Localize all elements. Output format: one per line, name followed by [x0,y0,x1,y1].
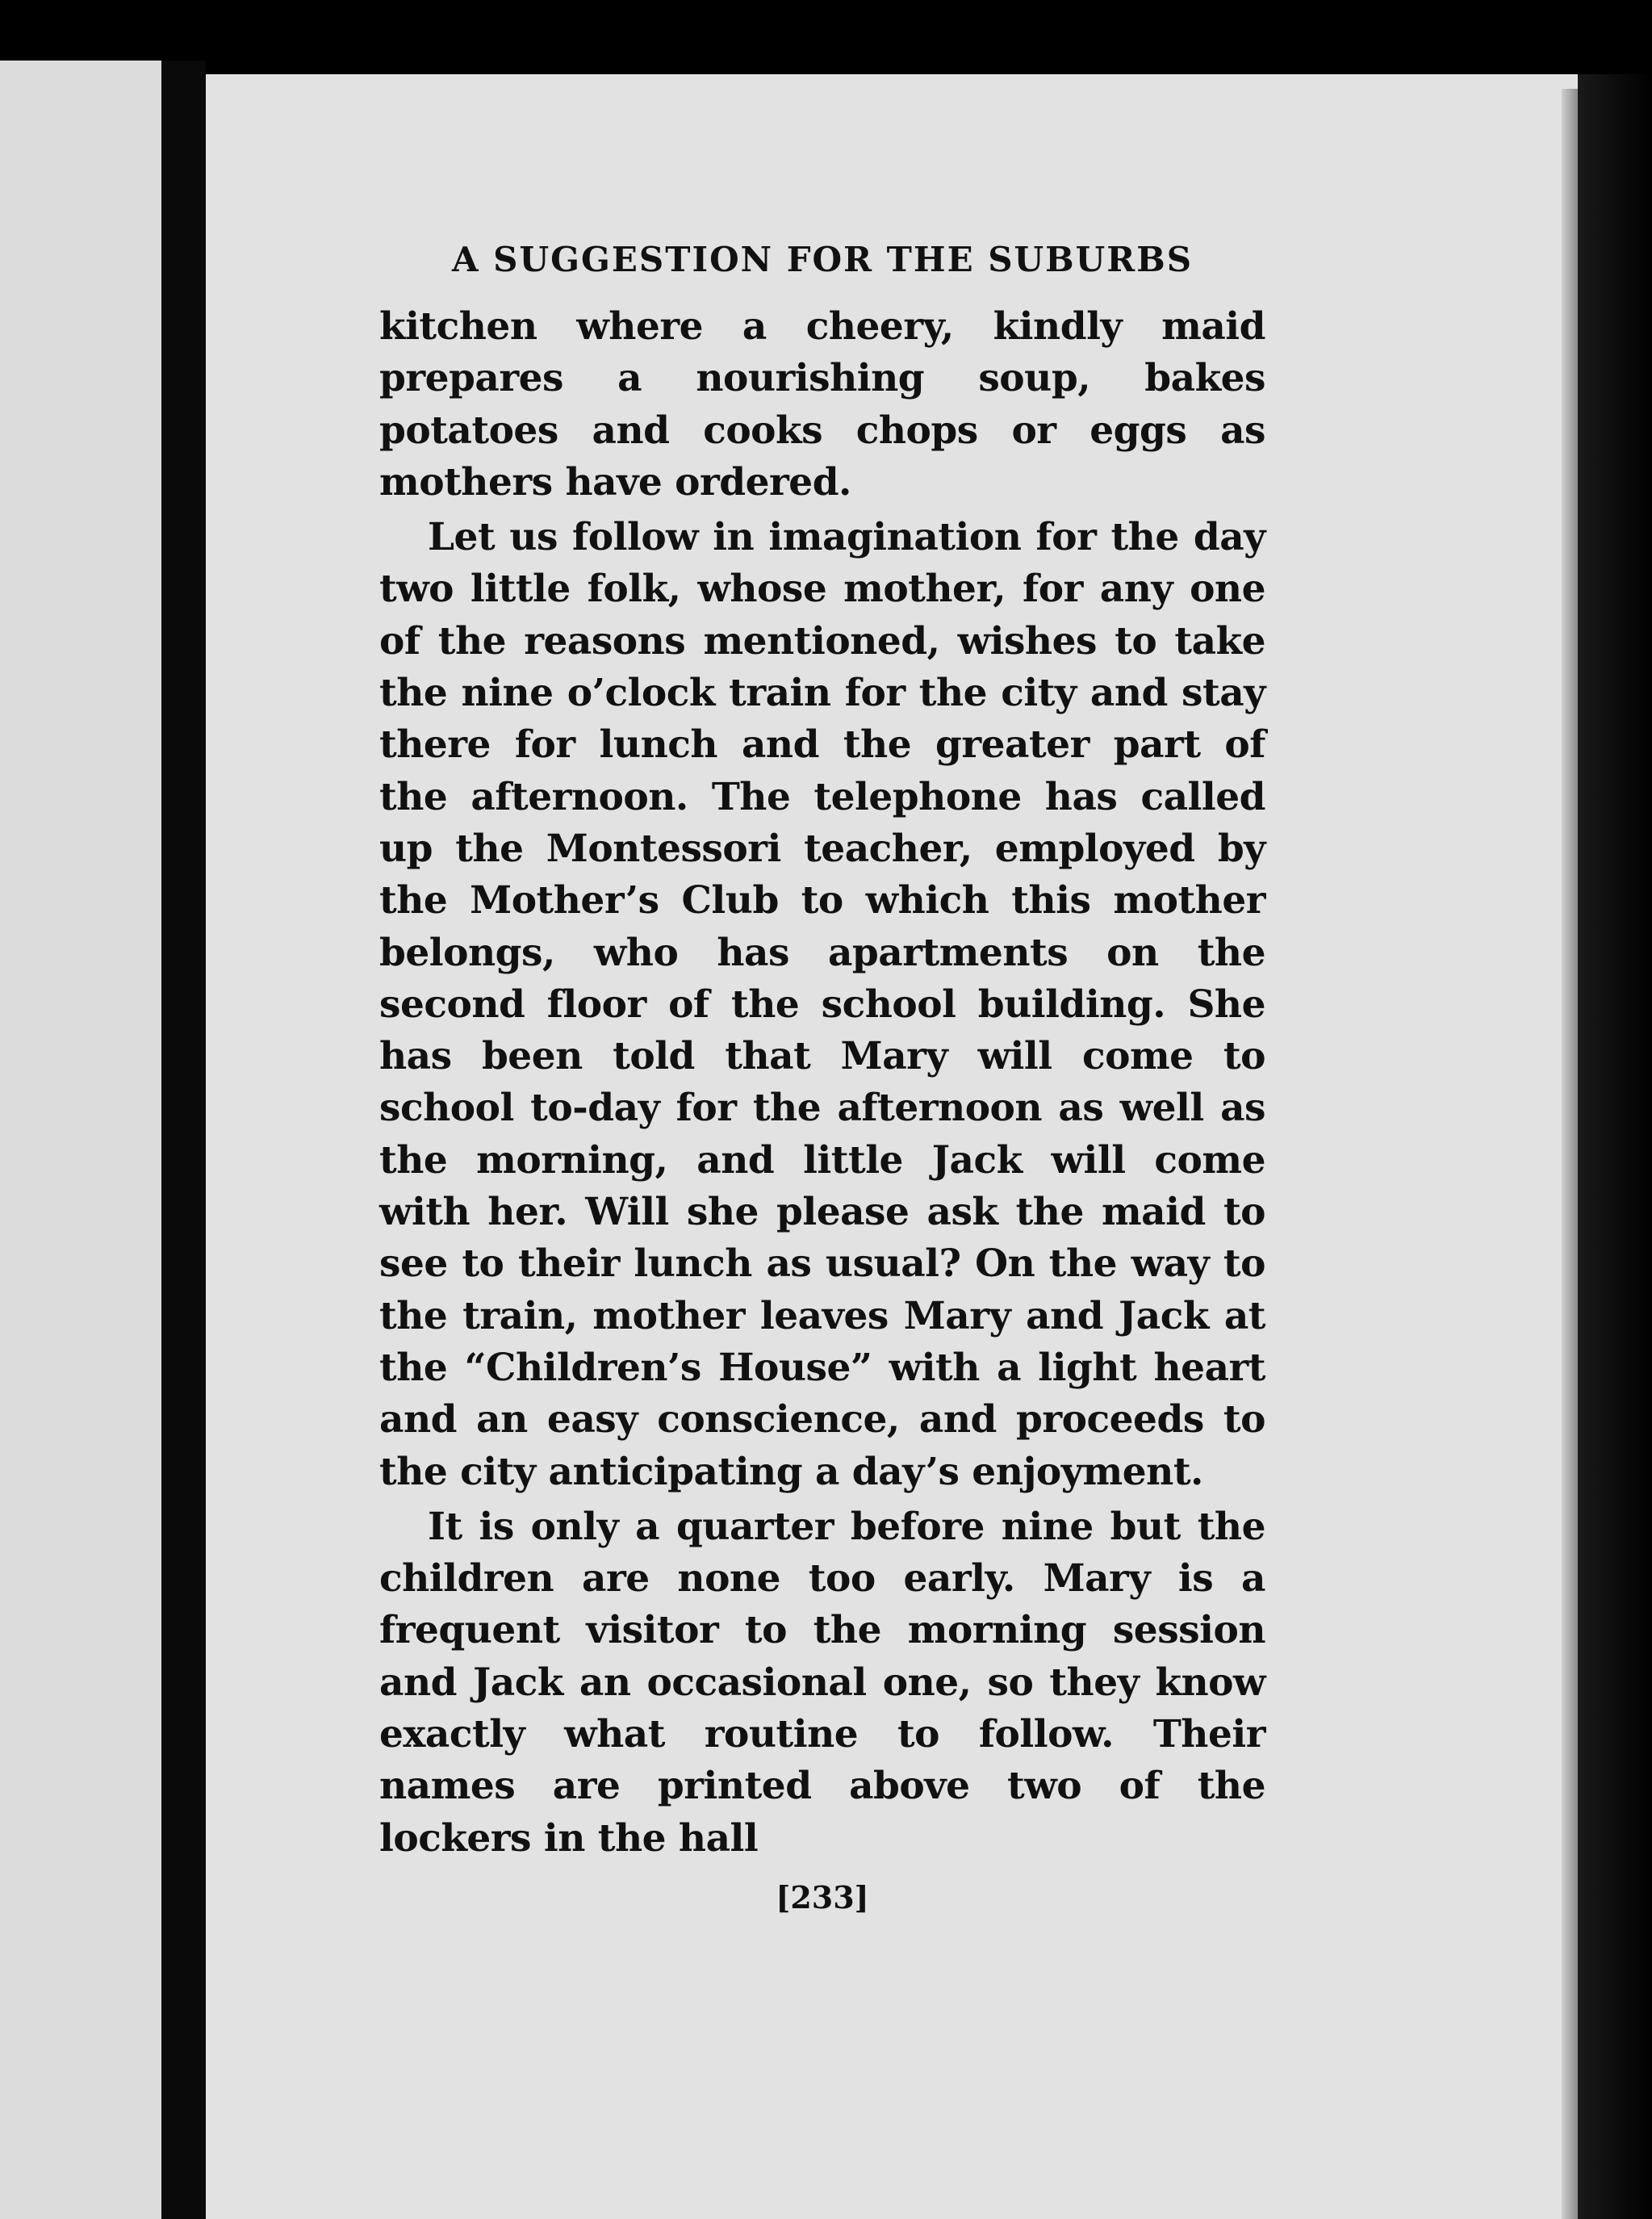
paragraph: Let us follow in imagination for the day two little folk, whose mother, for any one of the reasons mentioned, wishes to take the nine o’clock train for the city and stay there for lunch and the greater part of the afternoon. The telephone has called up the Montessori teacher, employed by the Mother’s Club to which this mother belongs, who has apartments on the second floor of the school building. She has been told that Mary will come to school to-day for the afternoon as well as the morning, and little Jack will come with her. Will she please ask the maid to see to their lunch as usual? On the way to the train, mother leaves Mary and Jack at the “Children’s House” with a light heart and an easy conscience, and proceeds to the city anticipating a day’s enjoyment. [379,515,1265,1494]
paragraph-continued: kitchen where a cheery, kindly maid prepares a nourishing soup, bakes potatoes and cooks chops or eggs as mothers have ordered. [379,304,1265,505]
paragraph: It is only a quarter before nine but the children are none too early. Mary is a frequent visitor to the morning session and Jack an occasional one, so they know exactly what routine to follow. Their names are printed above two of the lockers in the hall [379,1504,1265,1861]
page-text-block [379,238,1265,1918]
book-gutter [161,61,206,2219]
right-margin-shadow [1578,74,1652,2219]
left-page-edge [0,61,161,2219]
page-number: [233] [776,1878,869,1915]
page-edge-shadow [1562,89,1578,2219]
running-head: A SUGGESTION FOR THE SUBURBS [451,240,1194,279]
